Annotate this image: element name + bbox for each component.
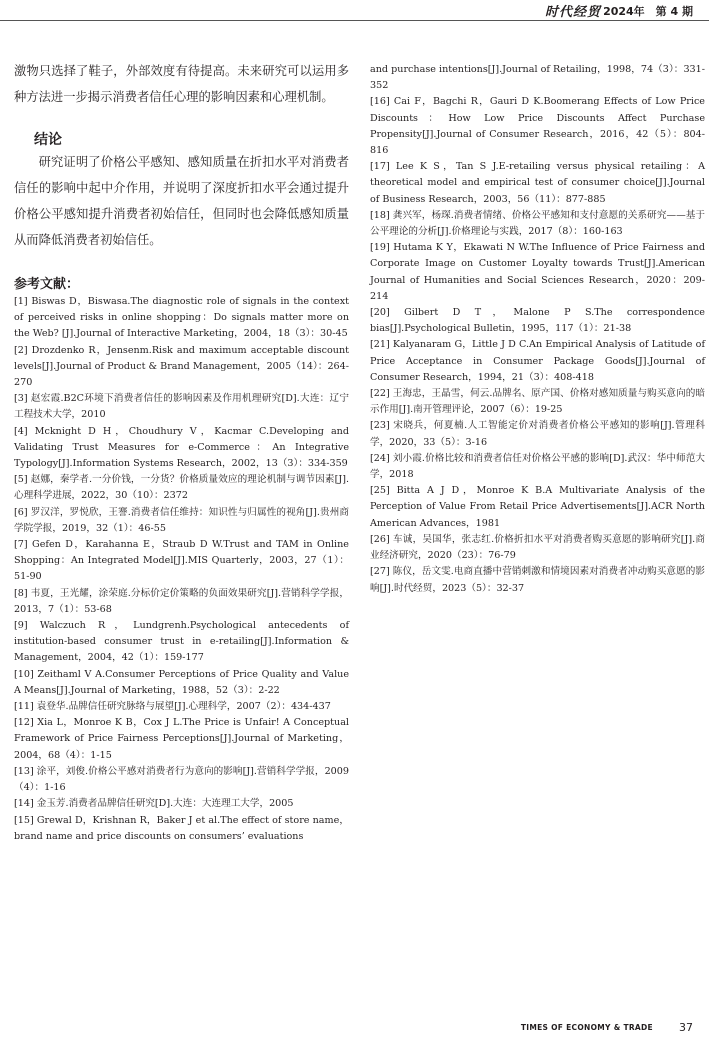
reference-item: [12] Xia L，Monroe K B，Cox J L.The Price is Unfair! A Conceptual Framework of Price Fairness Perceptions[J].Journal of Marketing，2004，68（4）：1-15 — [14, 717, 349, 761]
conclusion-heading: 结论 — [34, 132, 62, 148]
reference-item: [15] Grewal D，Krishnan R，Baker J et al.The effect of store name，brand name and price discounts on consumers’ evaluations — [14, 814, 349, 842]
reference-item: [6] 罗汉洋，罗悦欣，王謇.消费者信任维持：知识性与归属性的视角[J].贵州商学院学报，2019，32（1）：46-55 — [14, 506, 349, 534]
reference-item: [8] 韦夏，王光耀，涂荣庭.分标价定价策略的负面效果研究[J].营销科学学报，2013，7（1）：53-68 — [14, 587, 349, 615]
reference-item: [21] Kalyanaram G，Little J D C.An Empirical Analysis of Latitude of Price Acceptance in Consumer Package Goods[J].Journal of Consumer Research，1994，21（3）：408-418 — [370, 339, 705, 383]
reference-item: [3] 赵宏霞.B2C环境下消费者信任的影响因素及作用机理研究[D].大连：辽宁工程技术大学，2010 — [14, 393, 349, 421]
reference-item: [25] Bitta A J D，Monroe K B.A Multivariate Analysis of the Perception of Value From Retail Price Advertisements[J].ACR North American Advances，1981 — [370, 485, 705, 529]
reference-item: [2] Drozdenko R，Jensenm.Risk and maximum acceptable discount levels[J].Journal of Product & Brand Management，2005（14）：264-270 — [14, 344, 349, 389]
issue-label: 2024年 第 4 期 — [603, 5, 693, 18]
reference-item: [26] 车诚，吴国华，张志红.价格折扣水平对消费者购买意愿的影响研究[J].商业经济研究，2020（23）：76-79 — [370, 533, 705, 562]
reference-item: [7] Gefen D，Karahanna E，Straub D W.Trust and TAM in Online Shopping：An Integrated Model[J].MIS Quarterly，2003，27（1）：51-90 — [14, 539, 349, 583]
reference-item: [10] Zeithaml V A.Consumer Perceptions of Price Quality and Value A Means[J].Journal of Marketing，1988，52（3）：2-22 — [14, 668, 349, 696]
reference-item: [17] Lee K S，Tan S J.E-retailing versus physical retailing：A theoretical model and empirical test of consumer choice[J].Journal of Business Research，2003，56（11）：877-885 — [370, 161, 705, 205]
right-column — [370, 62, 705, 597]
reference-item: [22] 王海忠，王晶雪，何云.品牌名、原产国、价格对感知质量与购买意向的暗示作用[J].南开管理评论，2007（6）：19-25 — [370, 388, 705, 416]
reference-item: [1] Biswas D，Biswasa.The diagnostic role of signals in the context of perceived risks in online shopping：Do signals matter more on the Web? [J].Journal of Interactive Marketing，2004，18（3）：30-45 — [14, 296, 349, 340]
reference-item: [19] Hutama K Y，Ekawati N W.The Influence of Price Fairness and Corporate Image on Customer Loyalty towards Trust[J].American Journal of Humanities and Social Sciences Research，2020：209-214 — [370, 242, 705, 302]
footer-journal-name: TIMES OF ECONOMY & TRADE — [520, 1023, 653, 1032]
left-column — [14, 58, 349, 845]
reference-item: [20] Gilbert D T，Malone P S.The correspondence bias[J].Psychological Bulletin，1995，117（1）：21-38 — [370, 307, 705, 335]
reference-item: [14] 金玉芳.消费者品牌信任研究[D].大连：大连理工大学，2005 — [14, 798, 294, 810]
reference-item: [11] 袁登华.品牌信任研究脉络与展望[J].心理科学，2007（2）：434-437 — [14, 701, 331, 713]
reference-item: [24] 刘小霞.价格比较和消费者信任对价格公平感的影响[D].武汉：华中师范大学，2018 — [370, 452, 705, 481]
reference-item: [13] 涂平，刘俊.价格公平感对消费者行为意向的影响[J].营销科学学报，2009（4）：1-16 — [14, 765, 349, 794]
page-number: 37 — [679, 1021, 693, 1034]
references-list-left — [14, 294, 349, 845]
page-header — [0, 0, 709, 21]
reference-item: [18] 龚兴军，杨琛.消费者情绪、价格公平感知和支付意愿的关系研究——基于公平理论的分析[J].价格理论与实践，2017（8）：160-163 — [370, 209, 705, 238]
conclusion-text: 研究证明了价格公平感知、感知质量在折扣水平对消费者信任的影响中起中介作用，并说明了深度折扣水平会通过提升价格公平感知提升消费者初始信任，但同时也会降低感知质量从而降低消费者初始信任。 — [14, 155, 349, 247]
reference-item: [9] Walczuch R，Lundgrenh.Psychological antecedents of institution-based consumer trust in e-retailing[J].Information & Management，2004，42（1）：159-177 — [14, 620, 349, 664]
reference-item: [4] Mcknight D H，Choudhury V，Kacmar C.Developing and Validating Trust Measures for e-Commerce：An Integrative Typology[J].Information Systems Research，2002，13（3）：334-359 — [14, 425, 349, 470]
reference-item: [27] 陈仪，岳文雯.电商直播中营销刺激和情境因素对消费者冲动购买意愿的影响[J].时代经贸，2023（5）：32-37 — [370, 566, 705, 594]
reference-item: and purchase intentions[J].Journal of Retailing，1998，74（3）：331-352 — [370, 64, 705, 92]
references-heading: 参考文献： — [14, 277, 80, 292]
reference-item: [23] 宋晓兵，何夏楠.人工智能定价对消费者价格公平感知的影响[J].管理科学，2020，33（5）：3-16 — [370, 420, 705, 448]
journal-title: 时代经贸 — [544, 5, 601, 20]
references-list-right — [370, 62, 705, 597]
reference-item: [16] Cai F，Bagchi R，Gauri D K.Boomerang Effects of Low Price Discounts：How Low Price Discounts Affect Purchase Propensity[J].Journal of Consumer Research，2016，42（5）：804-816 — [370, 96, 705, 157]
reference-item: [5] 赵娜，秦学者.一分价钱，一分货？价格质量效应的理论机制与调节因素[J].心理科学进展，2022，30（10）：2372 — [14, 474, 349, 502]
intro-paragraph: 激物只选择了鞋子，外部效度有待提高。未来研究可以运用多种方法进一步揭示消费者信任心理的影响因素和心理机制。 — [14, 64, 349, 104]
